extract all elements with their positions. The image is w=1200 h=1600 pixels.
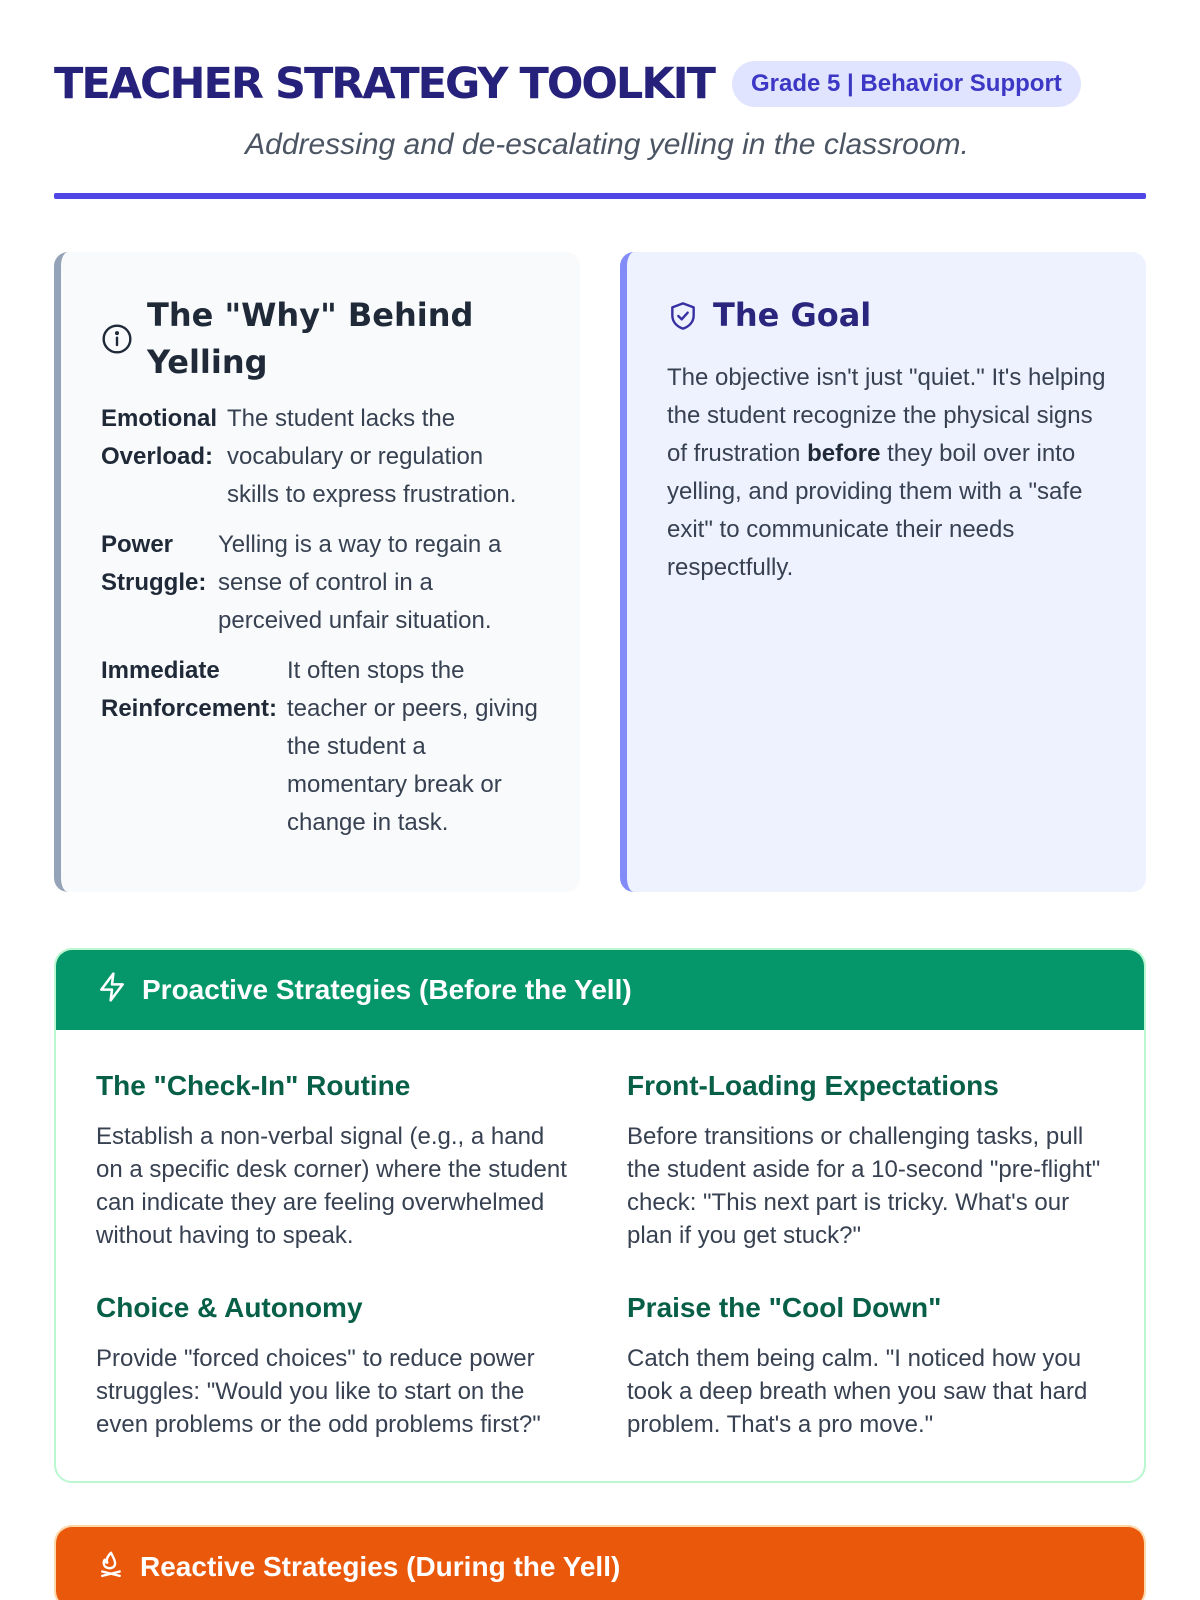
shield-check-icon: [667, 300, 699, 332]
strategy-item: [96, 1292, 573, 1441]
goal-text-emphasis: before: [807, 440, 881, 467]
top-cards: [54, 252, 1146, 892]
page-title: TEACHER STRATEGY TOOLKIT: [54, 59, 714, 109]
reactive-section: [54, 1525, 1146, 1600]
strategy-text: Catch them being calm. "I noticed how you took a deep breath when you saw that hard problem. That's a pro move.": [627, 1345, 1088, 1438]
header: [54, 0, 1146, 199]
strategy-item: [627, 1070, 1104, 1252]
strategy-title: Choice & Autonomy: [96, 1292, 363, 1323]
why-card-title: The "Why" Behind Yelling: [147, 296, 474, 381]
strategy-title: The "Check-In" Routine: [96, 1070, 411, 1101]
goal-card: [620, 252, 1146, 892]
goal-card-title: The Goal: [713, 296, 872, 334]
strategy-text: Establish a non-verbal signal (e.g., a hand on a specific desk corner) where the student can indicate they are feeling overwhelmed without having to speak.: [96, 1123, 567, 1249]
goal-text: [667, 359, 1106, 587]
strategy-title: Praise the "Cool Down": [627, 1292, 942, 1323]
strategy-item: [627, 1292, 1104, 1441]
why-item-desc: Yelling is a way to regain a sense of control in a perceived unfair situation.: [218, 531, 502, 634]
page-subtitle: Addressing and de-escalating yelling in the classroom.: [245, 128, 969, 161]
info-circle-icon: [101, 323, 133, 355]
why-item-term: Power Struggle:: [101, 531, 207, 596]
why-item-term: Immediate Reinforcement:: [101, 657, 278, 722]
strategy-title: Front-Loading Expectations: [627, 1070, 999, 1101]
proactive-strategy-grid: [56, 1030, 1144, 1481]
why-item-desc: The student lacks the vocabulary or regulation skills to express frustration.: [227, 405, 517, 508]
title-row: [54, 56, 1146, 112]
grade-badge: Grade 5 | Behavior Support: [732, 61, 1081, 107]
proactive-section-title: Proactive Strategies (Before the Yell): [142, 974, 632, 1005]
reactive-section-title: Reactive Strategies (During the Yell): [140, 1551, 621, 1582]
proactive-section-header: [56, 950, 1144, 1030]
goal-text-part: they boil over into yelling, and providing them with a "safe exit" to communicate their needs respectfully.: [667, 440, 1083, 581]
strategy-text: Provide "forced choices" to reduce power struggles: "Would you like to start on the even problems or the odd problems first?": [96, 1345, 541, 1438]
why-item-term: Emotional Overload:: [101, 405, 218, 470]
why-item: [101, 526, 540, 640]
goal-card-header: [667, 292, 1106, 339]
proactive-section: [54, 948, 1146, 1483]
why-item: [101, 400, 540, 514]
goal-text-part: The objective isn't just "quiet." It's helping the student recognize the physical signs of frustration: [667, 364, 1106, 467]
why-card-header: [101, 292, 540, 386]
why-item: [101, 652, 540, 842]
lightning-icon: [96, 971, 128, 1010]
fire-icon: [96, 1548, 126, 1587]
why-item-desc: It often stops the teacher or peers, giving the student a momentary break or change in task.: [287, 657, 538, 836]
strategy-item: [96, 1070, 573, 1252]
why-definition-list: [101, 400, 540, 842]
header-divider: [54, 193, 1146, 199]
strategy-text: Before transitions or challenging tasks, pull the student aside for a 10-second "pre-flight" check: "This next part is tricky. What's our plan if you get stuck?": [627, 1123, 1101, 1249]
why-card: [54, 252, 580, 892]
reactive-section-header: [56, 1527, 1144, 1600]
